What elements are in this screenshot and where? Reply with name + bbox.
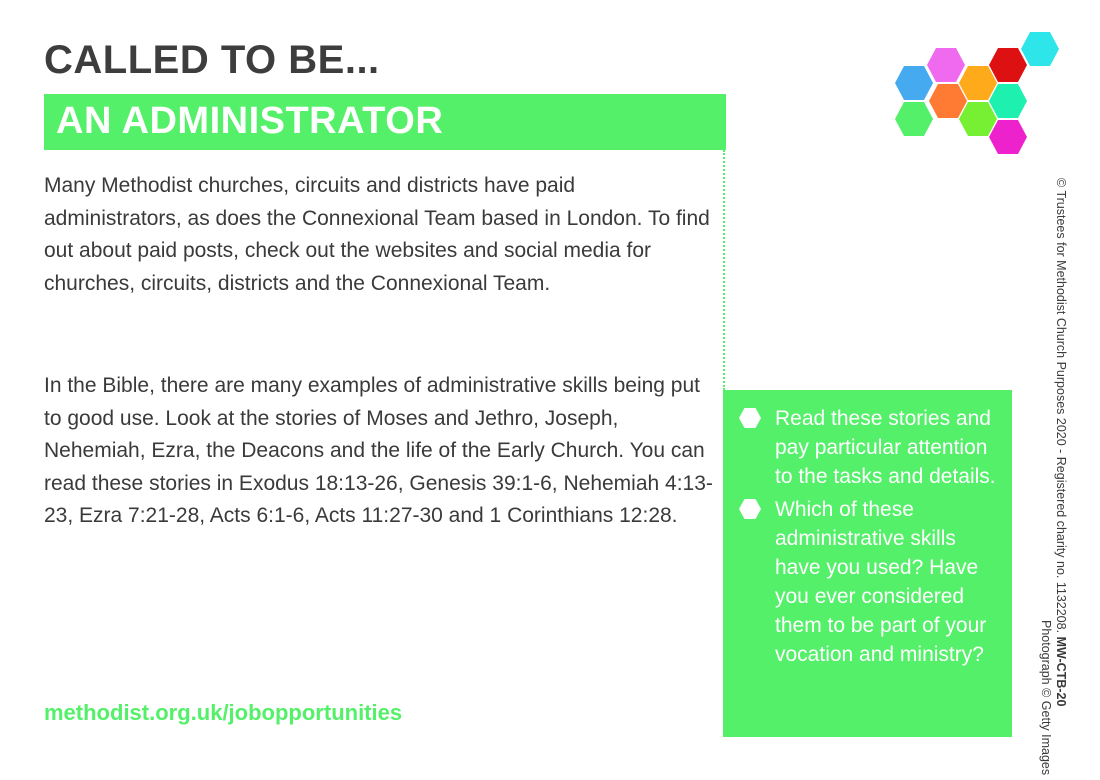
reflection-list [723, 404, 1012, 673]
copyright-notice [1038, 178, 1068, 775]
hex-green [895, 102, 933, 136]
bible-paragraph: In the Bible, there are many examples of administrative skills being put to good use. Look at the stories of Moses and Jethro, Joseph, Nehemiah, Ezra, the Deacons and the life of the Early Church. You can read these stories in Exodus 18:13-26, Genesis 39:1-6, Nehemiah 4:13-23, Ezra 7:21-28, Acts 6:1-6, Acts 11:27-30 and 1 Corinthians 12:28. [44, 374, 713, 527]
subtitle-banner [44, 94, 726, 150]
bullet-text: Read these stories and pay particular attention to the tasks and details. [775, 407, 996, 488]
hex-teal [989, 84, 1027, 118]
dotted-divider [723, 150, 725, 390]
reflection-box [723, 390, 1012, 737]
bullet-text: Which of these administrative skills have you used? Have you ever considered them to be part of your vocation and ministry? [775, 498, 987, 666]
hexagon-bullet-icon [739, 408, 761, 428]
hex-orange [929, 84, 967, 118]
copyright-line: © Trustees for Methodist Church Purposes 2020 - Registered charity no. 1132208. [1054, 178, 1068, 634]
page-subtitle: AN ADMINISTRATOR [56, 100, 444, 142]
hexagon-cluster-logo [892, 30, 1062, 160]
hex-red [989, 48, 1027, 82]
hex-amber [959, 66, 997, 100]
list-item [723, 404, 1012, 491]
hex-cyan [1021, 32, 1059, 66]
jobs-link[interactable]: methodist.org.uk/jobopportunities [44, 700, 403, 725]
hexagon-bullet-icon [739, 499, 761, 519]
page-title: CALLED TO BE... [44, 38, 380, 82]
intro-paragraph: Many Methodist churches, circuits and districts have paid administrators, as does the Connexional Team based in London. To find out about paid posts, check out the websites and social media for churches, circuits, districts and the Connexional Team. [44, 174, 710, 295]
hex-lime [959, 102, 997, 136]
hex-pink [927, 48, 965, 82]
hex-blue [895, 66, 933, 100]
list-item [723, 495, 1012, 669]
photo-credit: Photograph © Getty Images [1039, 620, 1053, 776]
hex-magenta [989, 120, 1027, 154]
product-code: MW-CTB-20 [1054, 636, 1068, 707]
